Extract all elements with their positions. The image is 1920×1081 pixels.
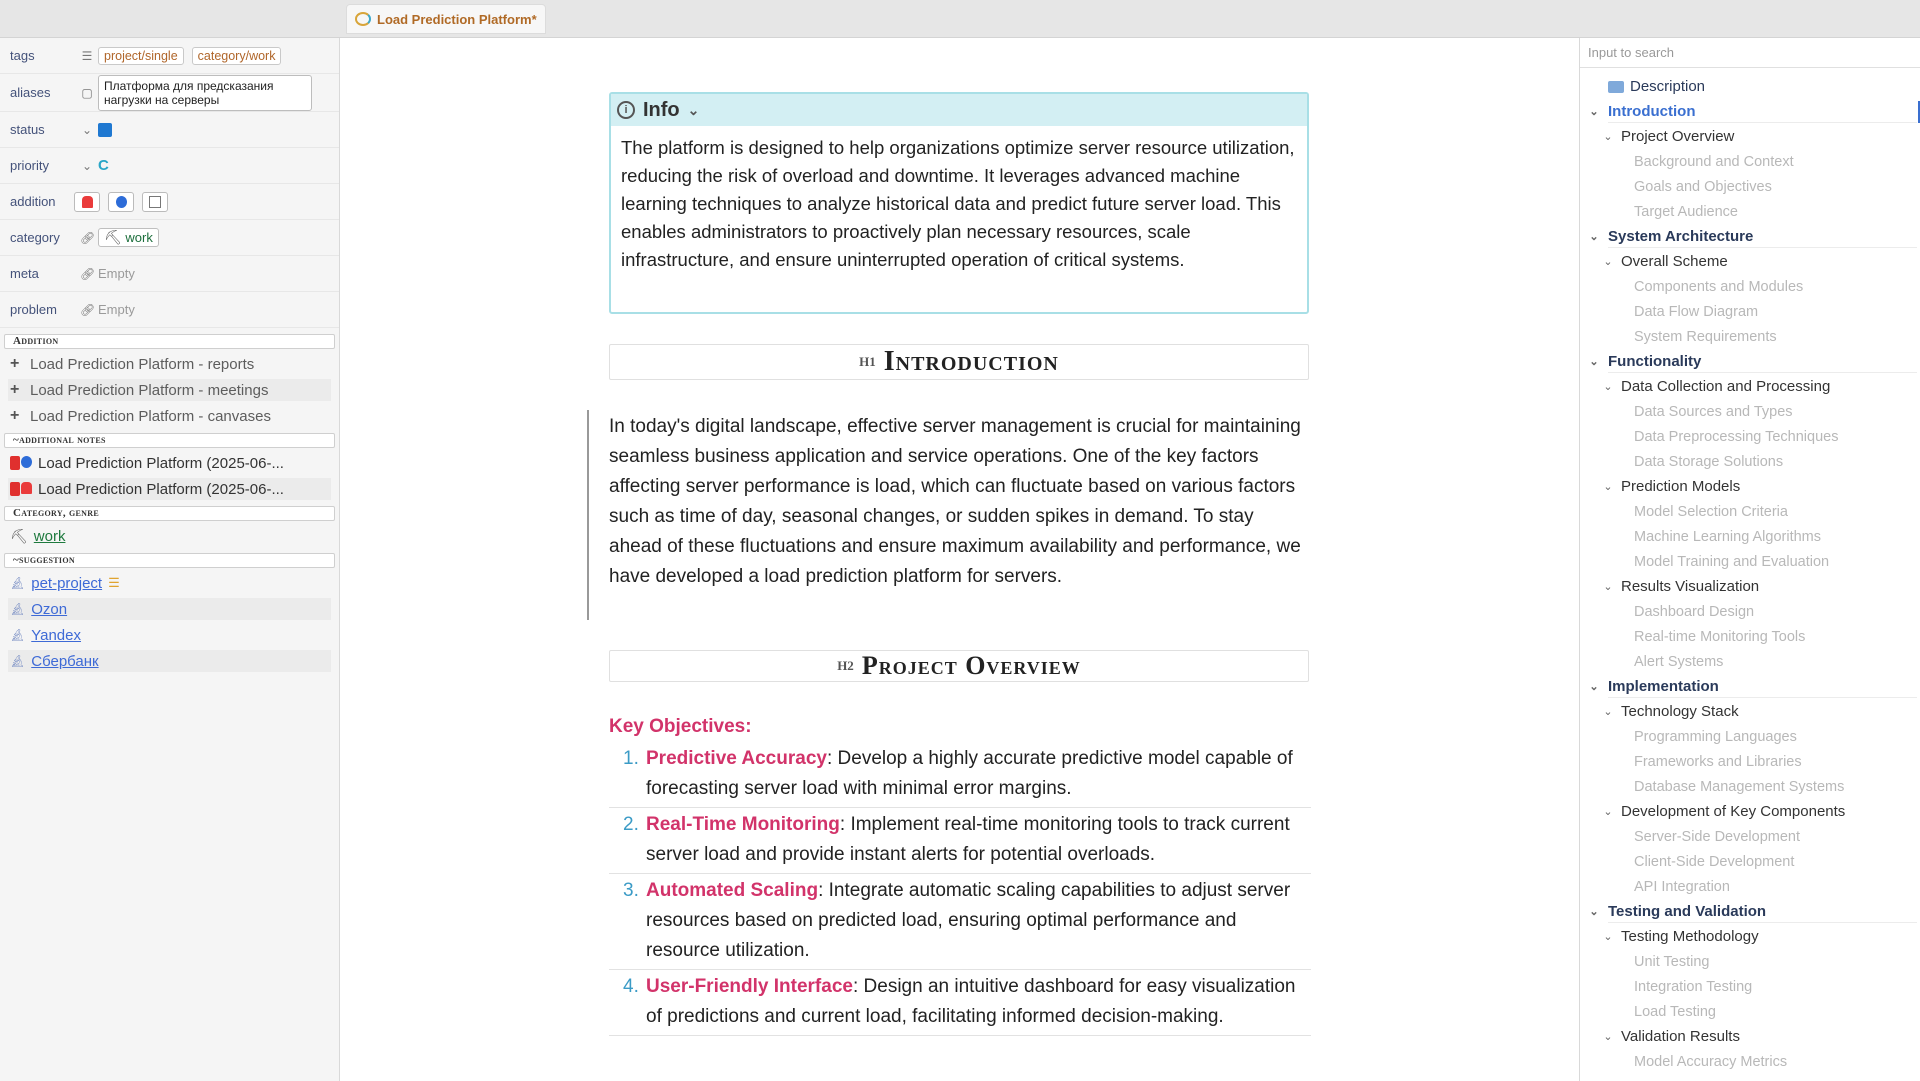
property-name: status (10, 122, 45, 137)
list-item[interactable]: + Load Prediction Platform - meetings (8, 379, 331, 401)
list-item[interactable]: 🔬︎ pet-project ☰ (10, 574, 120, 592)
chevron-down-icon[interactable]: ⌄ (81, 122, 93, 137)
list-item[interactable]: 🔬︎ Yandex (10, 626, 81, 644)
outline-item-label: Target Audience (1634, 203, 1738, 220)
tab-load-prediction-platform[interactable] (346, 4, 546, 34)
outline-item-label: Data Collection and Processing (1621, 378, 1831, 395)
list-item[interactable]: Load Prediction Platform (2025-06-... (8, 478, 331, 500)
outline-item-label: System Requirements (1634, 328, 1777, 345)
outline-item[interactable] (1580, 124, 1920, 149)
chevron-down-icon[interactable]: ⌄ (1603, 256, 1613, 268)
outline-item[interactable] (1580, 599, 1920, 624)
tab-title: Load Prediction Platform* (377, 11, 537, 27)
outline-item-label: Frameworks and Libraries (1634, 753, 1802, 770)
section-category-genre: Category, genre (4, 506, 335, 521)
description-icon (1608, 81, 1624, 93)
outline-item[interactable] (1580, 524, 1920, 549)
property-addition (0, 184, 339, 220)
plus-icon: + (10, 407, 20, 424)
list-item[interactable]: ⛏︎ work (10, 527, 66, 545)
block-indicator (587, 410, 589, 620)
outline-item-label: Description (1630, 78, 1706, 95)
outline-item-label: Validation Results (1621, 1028, 1740, 1045)
outline-item-label: Introduction (1608, 103, 1696, 120)
outline-item-label: Load Testing (1634, 1003, 1716, 1020)
property-aliases (0, 74, 339, 112)
outline-item-label: Data Sources and Types (1634, 403, 1793, 420)
outline-item-label: Database Management Systems (1634, 778, 1845, 795)
info-callout[interactable] (609, 92, 1309, 314)
chevron-down-icon[interactable]: ⌄ (81, 158, 93, 173)
microscope-icon: 🔬︎ (10, 602, 26, 616)
property-tags (0, 38, 339, 74)
property-status (0, 112, 339, 148)
outline-item[interactable] (1580, 674, 1920, 699)
callout-body: The platform is designed to help organizations optimize server resource utilization, reducing the risk of overload and downtime. It leverages advanced machine learning techniques to analyze historical data and predict future server load. This enables administrators to proactively plan necessary resources, scale infrastructure, and ensure uninterrupted operation of critical systems. (621, 137, 1295, 270)
outline-item[interactable] (1580, 274, 1920, 299)
outline-item[interactable] (1580, 99, 1920, 124)
heading-project-overview (609, 650, 1309, 682)
chevron-down-icon[interactable]: ⌄ (1589, 106, 1599, 118)
outline-item-label: Background and Context (1634, 153, 1794, 170)
property-name: problem (10, 302, 57, 317)
chevron-down-icon[interactable]: ⌄ (1603, 481, 1613, 493)
outline-item[interactable] (1580, 749, 1920, 774)
outline-item[interactable] (1580, 924, 1920, 949)
heading-introduction (609, 344, 1309, 380)
objective-item[interactable]: 4. User-Friendly Interface: Design an intuitive dashboard for easy visualization of predictions and current load, facilitating informed decision-making. (609, 970, 1311, 1036)
plus-icon: + (10, 381, 20, 398)
property-name: meta (10, 266, 39, 281)
outline-panel (1579, 38, 1920, 1081)
divider (1608, 122, 1917, 123)
chevron-down-icon[interactable]: ⌄ (1589, 906, 1599, 918)
outline-item[interactable] (1580, 949, 1920, 974)
outline-item-label: Components and Modules (1634, 278, 1804, 295)
outline-item[interactable] (1580, 299, 1920, 324)
note-icon (355, 12, 371, 26)
outline-item-label: Data Preprocessing Techniques (1634, 428, 1839, 445)
chevron-down-icon[interactable]: ⌄ (1603, 381, 1613, 393)
property-name: tags (10, 48, 35, 63)
divider (1608, 247, 1917, 248)
outline-item-label: Project Overview (1621, 128, 1735, 145)
editor-pane[interactable] (341, 38, 1579, 1081)
outline-item-label: Overall Scheme (1621, 253, 1728, 270)
chevron-down-icon[interactable]: ⌄ (1603, 581, 1613, 593)
outline-item[interactable] (1580, 399, 1920, 424)
outline-item[interactable] (1580, 549, 1920, 574)
alarm-icon[interactable] (74, 192, 100, 212)
chevron-down-icon[interactable]: ⌄ (687, 101, 700, 118)
empty-value[interactable]: Empty (98, 266, 135, 281)
outline-item[interactable] (1580, 574, 1920, 599)
list-item[interactable]: Load Prediction Platform (2025-06-... (8, 452, 331, 474)
objective-item[interactable]: 3. Automated Scaling: Integrate automatic scaling capabilities to adjust server resources based on predicted load, ensuring optimal performance and resource utilization. (609, 874, 1311, 970)
chevron-down-icon[interactable]: ⌄ (1589, 356, 1599, 368)
outline-item[interactable] (1580, 1049, 1920, 1074)
outline-item[interactable] (1580, 249, 1920, 274)
status-blue-square-icon[interactable] (98, 123, 112, 137)
intro-paragraph[interactable]: In today's digital landscape, effective server management is crucial for maintaining seamless business application and service operations. One of the key factors affecting server performance is load, which can fluctuate based on various factors such as time of day, seasonal changes, or sudden spikes in demand. To stay ahead of these fluctuations and ensure maximum availability and performance, we have developed a load prediction platform for servers. (609, 416, 1301, 587)
list-item[interactable]: + Load Prediction Platform - reports (10, 355, 255, 373)
outline-item[interactable] (1580, 349, 1920, 374)
callout-title: Info (643, 98, 680, 121)
divider (1608, 372, 1917, 373)
outline-item-label: Server-Side Development (1634, 828, 1801, 845)
heading-level: H1 (859, 354, 876, 369)
outline-item-label: Data Storage Solutions (1634, 453, 1784, 470)
outline-item[interactable] (1580, 74, 1920, 99)
outline-item[interactable] (1580, 424, 1920, 449)
outline-item-label: Model Selection Criteria (1634, 503, 1788, 520)
chevron-down-icon[interactable]: ⌄ (1603, 131, 1613, 143)
outline-item[interactable] (1580, 874, 1920, 899)
outline-search-input[interactable]: Input to search (1580, 38, 1920, 68)
category-pill[interactable]: ⛏︎ work (98, 228, 159, 247)
outline-item-label: Goals and Objectives (1634, 178, 1772, 195)
outline-item[interactable] (1580, 624, 1920, 649)
chevron-down-icon[interactable]: ⌄ (1603, 806, 1613, 818)
red-square-alarm-icon (10, 482, 32, 496)
property-name: category (10, 230, 60, 245)
chevron-down-icon[interactable]: ⌄ (1603, 931, 1613, 943)
divider (1608, 922, 1917, 923)
outline-item[interactable] (1580, 474, 1920, 499)
heading-title: Introduction (883, 346, 1059, 377)
outline-item-label: Real-time Monitoring Tools (1634, 628, 1806, 645)
outline-item-label: Functionality (1608, 353, 1702, 370)
outline-item-label: Dashboard Design (1634, 603, 1755, 620)
section-suggestion: ~suggestion (4, 553, 335, 568)
list-item[interactable]: 🔬︎ Ozon (8, 598, 331, 620)
objective-item[interactable]: 1. Predictive Accuracy: Develop a highly accurate predictive model capable of forecasting server load with minimal error margins. (609, 742, 1311, 808)
outline-item-label: Client-Side Development (1634, 853, 1795, 870)
outline-item-label: Testing and Validation (1608, 903, 1767, 920)
outline-item[interactable] (1580, 974, 1920, 999)
outline-item-label: Development of Key Components (1621, 803, 1846, 820)
plus-icon: + (10, 355, 20, 372)
microscope-icon: 🔬︎ (10, 654, 26, 668)
stack-icon: ☰ (108, 575, 120, 590)
outline-item[interactable] (1580, 999, 1920, 1024)
hammer-icon: ⛏︎ (104, 229, 122, 245)
callout-header[interactable] (611, 94, 1307, 126)
heading-title: Project Overview (861, 651, 1081, 680)
checkbox-icon[interactable] (142, 192, 168, 212)
property-priority (0, 148, 339, 184)
outline-item[interactable] (1580, 799, 1920, 824)
section-addition: Addition (4, 334, 335, 349)
red-square-speech-icon (10, 456, 32, 470)
outline-item-label: Integration Testing (1634, 978, 1753, 995)
speech-icon[interactable] (108, 192, 134, 212)
property-meta (0, 256, 339, 292)
info-icon: i (617, 101, 635, 119)
outline-item[interactable] (1580, 699, 1920, 724)
link-icon: 🔗︎ (80, 266, 96, 281)
empty-value[interactable]: Empty (98, 302, 135, 317)
outline-item-label: System Architecture (1608, 228, 1754, 245)
outline-item[interactable] (1580, 899, 1920, 924)
outline-item[interactable] (1580, 849, 1920, 874)
outline-item-label: Data Flow Diagram (1634, 303, 1759, 320)
key-objectives-label: Key Objectives: (609, 716, 752, 737)
link-icon: 🔗︎ (80, 230, 96, 245)
left-sidebar (0, 38, 340, 1081)
outline-item-label: Alert Systems (1634, 653, 1724, 670)
text-icon: ▢ (81, 85, 93, 100)
property-problem (0, 292, 339, 328)
outline-item-label: Prediction Models (1621, 478, 1741, 495)
tag-pill[interactable]: category/work (192, 47, 282, 65)
outline-item[interactable] (1580, 224, 1920, 249)
property-name: aliases (10, 85, 51, 100)
list-item[interactable]: + Load Prediction Platform - canvases (10, 407, 271, 425)
outline-item[interactable] (1580, 174, 1920, 199)
outline-item-label: Technology Stack (1621, 703, 1739, 720)
tag-pill[interactable]: project/single (98, 47, 184, 65)
outline-item[interactable] (1580, 449, 1920, 474)
outline-item[interactable] (1580, 374, 1920, 399)
section-additional-notes: ~additional notes (4, 433, 335, 448)
outline-item-label: Model Training and Evaluation (1634, 553, 1830, 570)
chevron-down-icon[interactable]: ⌄ (1603, 706, 1613, 718)
outline-list (1580, 74, 1920, 1074)
chevron-down-icon[interactable]: ⌄ (1603, 1031, 1613, 1043)
heading-level: H2 (837, 658, 854, 673)
microscope-icon: 🔬︎ (10, 576, 26, 590)
outline-item-label: Programming Languages (1634, 728, 1797, 745)
outline-item[interactable] (1580, 649, 1920, 674)
chevron-down-icon[interactable]: ⌄ (1589, 231, 1599, 243)
outline-item[interactable] (1580, 149, 1920, 174)
outline-item-label: Testing Methodology (1621, 928, 1759, 945)
outline-item[interactable] (1580, 324, 1920, 349)
outline-item[interactable] (1580, 724, 1920, 749)
property-name: priority (10, 158, 50, 173)
outline-item[interactable] (1580, 824, 1920, 849)
outline-item-label: API Integration (1634, 878, 1730, 895)
link-icon: 🔗︎ (80, 302, 96, 317)
microscope-icon: 🔬︎ (10, 628, 26, 642)
outline-item-label: Unit Testing (1634, 953, 1710, 970)
outline-item[interactable] (1580, 1024, 1920, 1049)
outline-item-label: Implementation (1608, 678, 1719, 695)
outline-item[interactable] (1580, 199, 1920, 224)
outline-item-label: Machine Learning Algorithms (1634, 528, 1821, 545)
hammer-icon: ⛏︎ (10, 527, 28, 544)
tab-bar (0, 0, 1920, 38)
priority-value[interactable]: C (98, 157, 109, 174)
outline-item-label: Results Visualization (1621, 578, 1760, 595)
divider (1608, 697, 1917, 698)
list-item[interactable]: 🔬︎ Сбербанк (8, 650, 331, 672)
outline-item[interactable] (1580, 774, 1920, 799)
objectives-list (609, 742, 1311, 1036)
aliases-input[interactable]: Платформа для предсказания нагрузки на серверы (98, 75, 312, 111)
property-category (0, 220, 339, 256)
objective-item[interactable]: 2. Real-Time Monitoring: Implement real-time monitoring tools to track current server load and provide instant alerts for potential overloads. (609, 808, 1311, 874)
outline-item[interactable] (1580, 499, 1920, 524)
chevron-down-icon[interactable]: ⌄ (1589, 681, 1599, 693)
outline-item-label: Model Accuracy Metrics (1634, 1053, 1788, 1070)
list-icon: ☰ (81, 48, 93, 63)
property-name: addition (10, 194, 56, 209)
